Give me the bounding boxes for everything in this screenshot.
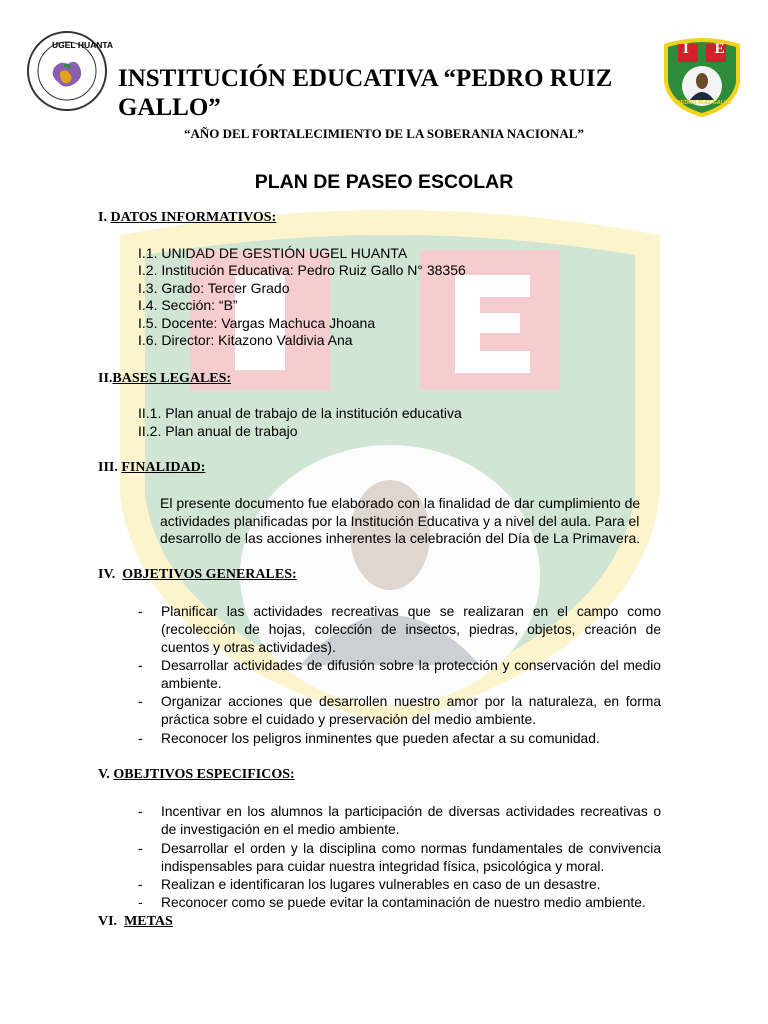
general-objective-text: Organizar acciones que desarrollen nuestro amor por la naturaleza, en forma práctica sobre el cuidado y preservación del medio ambiente. — [161, 694, 661, 727]
section-6-heading — [98, 914, 173, 930]
specific-objective-text: Reconocer como se puede evitar la contaminación de nuestro medio ambiente. — [161, 895, 646, 910]
general-objective-text: Reconocer los peligros inminentes que pueden afectar a su comunidad. — [161, 731, 600, 746]
specific-objective-text: Incentivar en los alumnos la participación de diversas actividades recreativas o de investigación en el medio ambiente. — [161, 804, 661, 837]
bullet-marker: - — [138, 694, 143, 709]
bullet-marker: - — [138, 895, 143, 910]
data-item-6: I.6. Director: Kitazono Valdivia Ana — [138, 332, 353, 348]
section-3-title: FINALIDAD: — [121, 460, 206, 475]
data-item-5: I.5. Docente: Vargas Machuca Jhoana — [138, 315, 376, 331]
bullet-marker: - — [138, 731, 143, 746]
section-3-heading — [98, 460, 205, 476]
section-4-title: OBJETIVOS GENERALES: — [122, 567, 297, 582]
section-5-heading — [98, 767, 295, 783]
crest-letters: I E — [683, 41, 736, 57]
institution-title: INSTITUCIÓN EDUCATIVA “PEDRO RUIZ GALLO” — [118, 65, 613, 121]
section-1-heading — [98, 210, 276, 226]
section-2-heading — [98, 371, 231, 387]
bullet-marker: - — [138, 841, 143, 856]
finality-line-3: desarrollo de las acciones inherentes la celebración del Día de La Primavera. — [160, 530, 641, 546]
data-item-2: I.2. Institución Educativa: Pedro Ruiz Gallo N° 38356 — [138, 262, 466, 278]
bullet-marker: - — [138, 804, 143, 819]
specific-objective-text: Desarrollar el orden y la disciplina como normas fundamentales de convivencia indispensables para cuidar nuestra integridad física, psicológica y moral. — [161, 841, 661, 874]
section-2-title: BASES LEGALES: — [112, 371, 232, 386]
crest-ring-text: PEDRO RUIZ GALLO — [677, 100, 732, 106]
finality-line-2: actividades planificadas por la Institución Educativa y a nivel del aula. Para el — [160, 513, 640, 529]
bullet-marker: - — [138, 877, 143, 892]
section-4-heading — [98, 567, 297, 583]
national-motto: “AÑO DEL FORTALECIMIENTO DE LA SOBERANIA NACIONAL” — [184, 126, 584, 141]
bullet-marker: - — [138, 604, 143, 619]
finality-line-1: El presente documento fue elaborado con la finalidad de dar cumplimiento de — [160, 495, 641, 511]
section-5-number: V. — [98, 767, 110, 782]
general-objective-text: Desarrollar actividades de difusión sobre la protección y conservación del medio ambiente. — [161, 658, 661, 691]
section-1-title: DATOS INFORMATIVOS: — [110, 210, 277, 225]
section-6-title: METAS — [124, 914, 173, 929]
section-6-number: VI. — [98, 914, 118, 929]
specific-objective-text: Realizan e identificaran los lugares vulnerables en caso de un desastre. — [161, 877, 601, 892]
general-objective-text: Planificar las actividades recreativas que se realizaran en el campo como (recolección de hojas, colección de insectos, piedras, objetos, creación de cuentos y otras actividades). — [161, 604, 661, 655]
document-title: PLAN DE PASEO ESCOLAR — [254, 171, 514, 193]
data-item-3: I.3. Grado: Tercer Grado — [138, 280, 290, 296]
section-2-number: II. — [98, 371, 113, 386]
data-item-1: I.1. UNIDAD DE GESTIÓN UGEL HUANTA — [138, 245, 408, 261]
bullet-marker: - — [138, 658, 143, 673]
legal-item-2: II.2. Plan anual de trabajo — [138, 423, 298, 439]
data-item-4: I.4. Sección: “B” — [138, 297, 238, 313]
ugel-seal-label: UGEL HUANTA — [52, 40, 114, 50]
section-3-number: III. — [98, 460, 118, 475]
section-1-number: I. — [98, 210, 107, 225]
section-4-number: IV. — [98, 567, 116, 582]
legal-item-1: II.1. Plan anual de trabajo de la institución educativa — [138, 405, 462, 421]
section-5-title: OBEJTIVOS ESPECIFICOS: — [113, 767, 295, 782]
